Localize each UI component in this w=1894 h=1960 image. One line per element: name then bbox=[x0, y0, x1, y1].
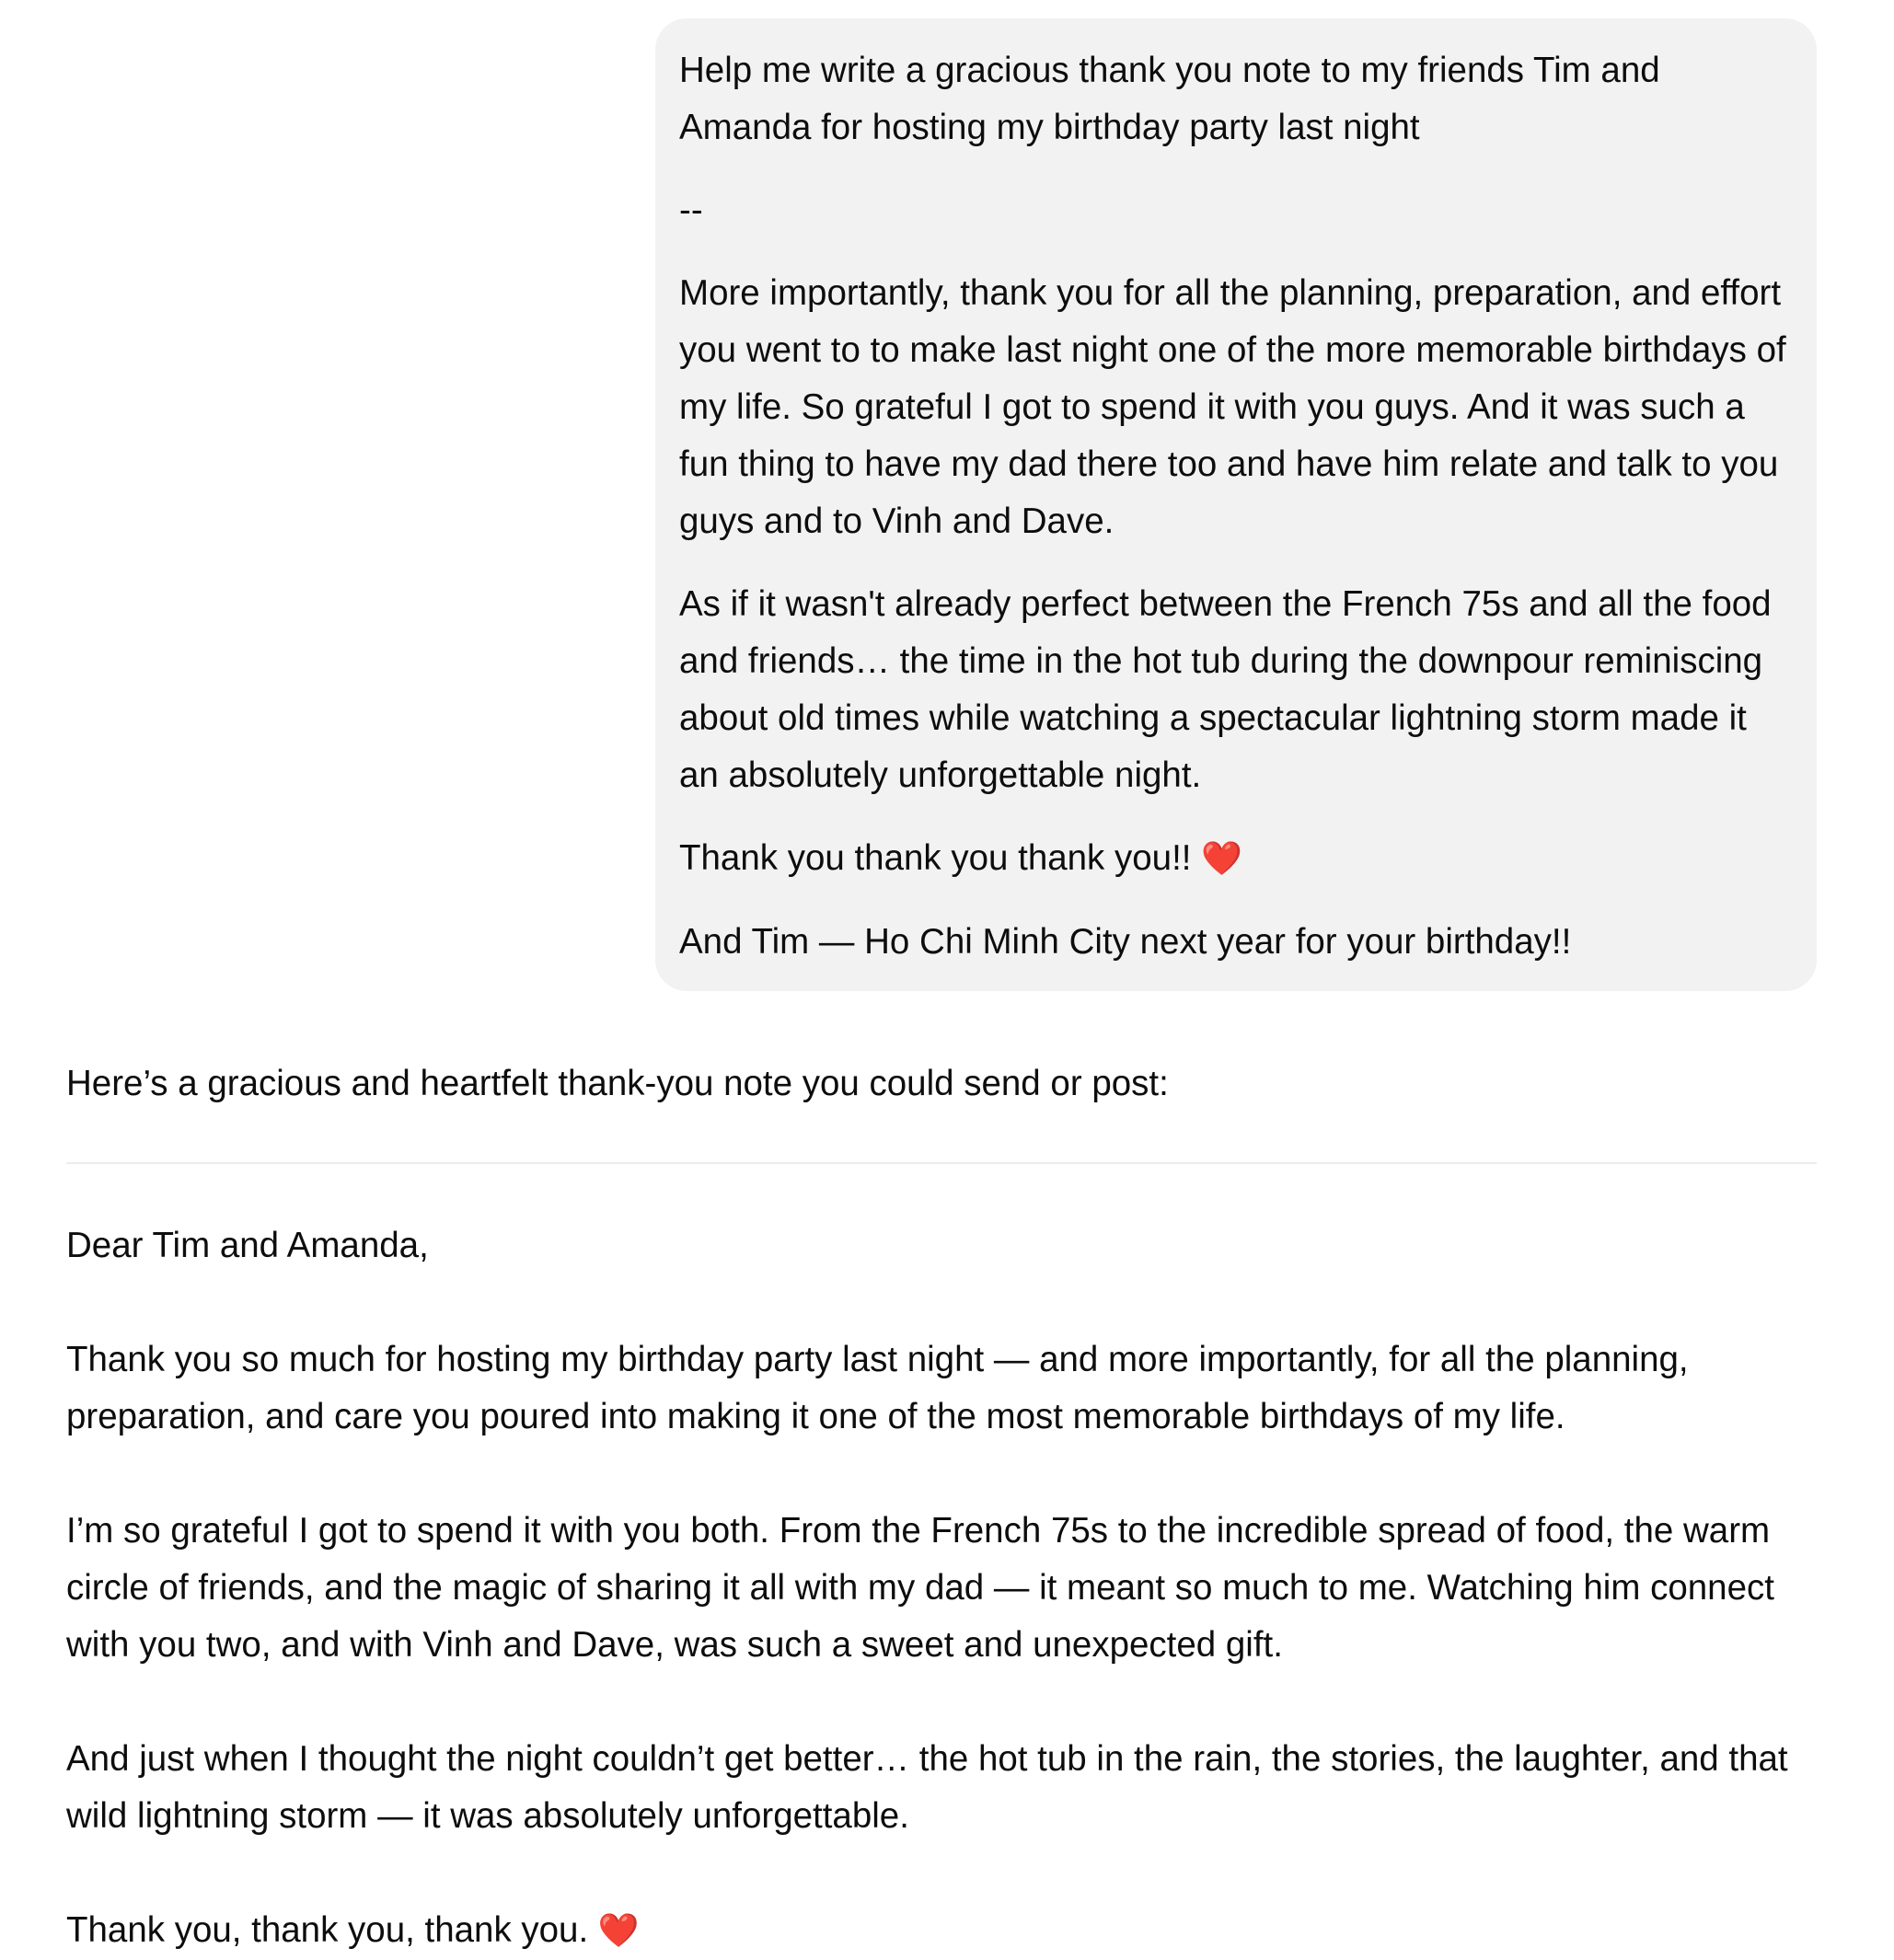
user-message-para-1: More importantly, thank you for all the planning, preparation, and effort you went to to make last night one of the more memorable birthdays of my life. So grateful I got to spend it with you guys. And it was such a fun thing to have my dad there too and have him relate and talk to you guys and to Vinh and Dave. bbox=[679, 273, 1786, 541]
divider bbox=[66, 1162, 1817, 1164]
user-message-para-3-wrap bbox=[679, 830, 1793, 888]
note-para-1: Thank you so much for hosting my birthday party last night — and more importantly, for all the planning, preparation, and care you poured into making it one of the most memorable birthdays of my life. bbox=[66, 1340, 1689, 1436]
user-message-para-4: And Tim — Ho Chi Minh City next year for your birthday!! bbox=[679, 922, 1572, 962]
note-para-4: Thank you, thank you, thank you. bbox=[66, 1910, 589, 1950]
note-para-2: I’m so grateful I got to spend it with you both. From the French 75s to the incredible spread of food, the warm circle of friends, and the magic of sharing it all with my dad — it meant so much to me. Watching him connect with you two, and with Vinh and Dave, was such a sweet and unexpected gift. bbox=[66, 1511, 1774, 1665]
user-message-separator: -- bbox=[679, 190, 703, 230]
user-message-para-2: As if it wasn't already perfect between the French 75s and all the food and friends… the time in the hot tub during the downpour reminiscing about old times while watching a spectacular lightning storm made it an absolutely unforgettable night. bbox=[679, 584, 1772, 795]
user-message-para-3: Thank you thank you thank you!! bbox=[679, 838, 1192, 878]
assistant-intro: Here’s a gracious and heartfelt thank-you note you could send or post: bbox=[66, 1064, 1169, 1103]
heart-icon: ❤️ bbox=[597, 1912, 640, 1950]
note-para-4-wrap bbox=[66, 1902, 1817, 1960]
note-greeting: Dear Tim and Amanda, bbox=[66, 1226, 429, 1265]
chat-thread bbox=[66, 18, 1817, 1960]
note-para-3: And just when I thought the night couldn’t get better… the hot tub in the rain, the stories, the laughter, and that wild lightning storm — it was absolutely unforgettable. bbox=[66, 1739, 1788, 1836]
user-message-bubble bbox=[655, 18, 1817, 991]
assistant-message bbox=[66, 1055, 1817, 1960]
user-message-row bbox=[66, 18, 1817, 991]
user-message-line-1: Help me write a gracious thank you note to my friends Tim and Amanda for hosting my birthday party last night bbox=[679, 51, 1660, 147]
heart-icon: ❤️ bbox=[1201, 840, 1242, 878]
